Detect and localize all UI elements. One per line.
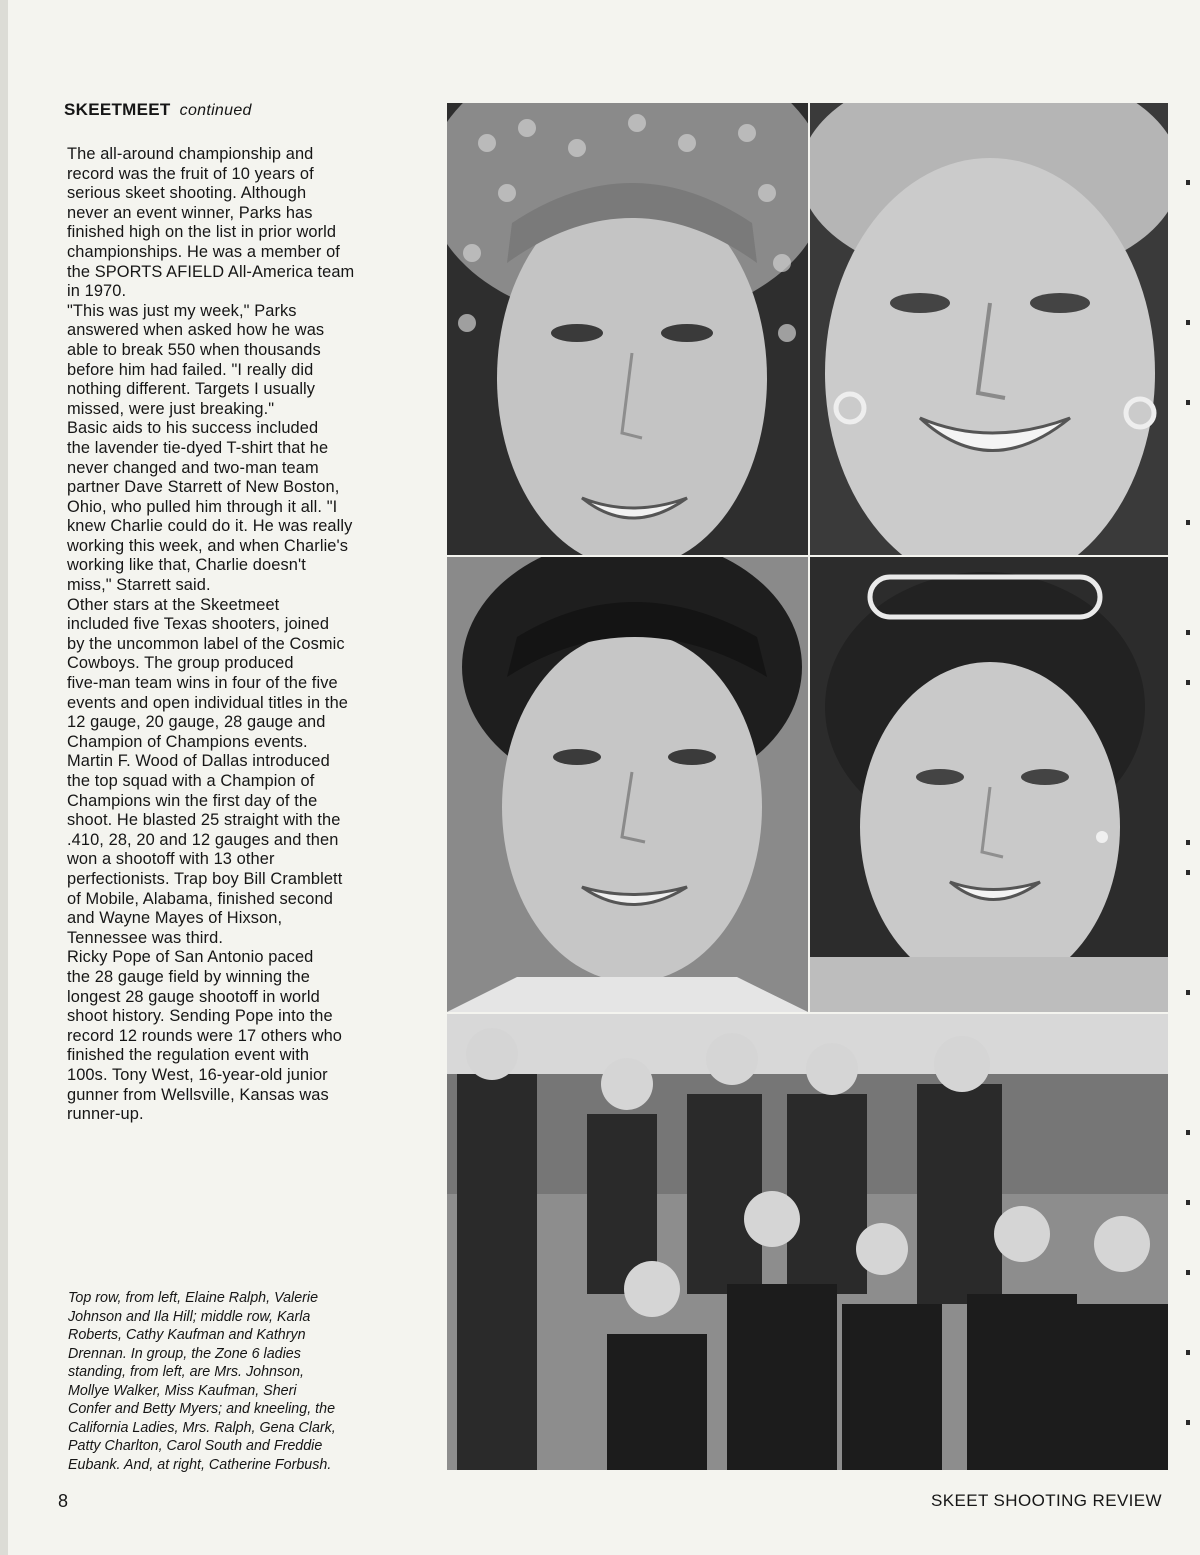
section-kicker: SKEETMEET: [64, 100, 171, 119]
photo-caption: Top row, from left, Elaine Ralph, Valerie Johnson and Ila Hill; middle row, Karla Roberts, Cathy Kaufman and Kathryn Drennan. In group, the Zone 6 ladies standing, from left, are Mrs. Johnson, Mollye Walker, Miss Kaufman, Sheri Confer and Betty Myers; and kneeling, the California Ladies, Mrs. Ralph, Gena Clark, Patty Charlton, Carol South and Freddie Eubank. And, at right, Catherine Forbush.: [68, 1290, 336, 1473]
continued-label: continued: [179, 102, 252, 119]
page-number: 8: [58, 1491, 69, 1511]
portrait-photo-1: [447, 103, 808, 555]
group-photo: [447, 1014, 1168, 1470]
publication-title: SKEET SHOOTING REVIEW: [930, 1491, 1162, 1510]
page-edge: [0, 0, 8, 1555]
portrait-photo-2: [810, 103, 1168, 555]
portrait-photo-3: [447, 557, 808, 1012]
article-body: The all-around championship and record was the fruit of 10 years of serious skeet shooting. Although never an event winner, Parks has finished high on the list in prior world championships. He was a member of the SPORTS AFIELD All-America team in 1970. "This was just my week," Parks answered when asked how he was able to break 550 when thousands before him had failed. "I really did nothing different. Targets I usually missed, were just breaking." Basic aids to his success included the lavender tie-dyed T-shirt that he never changed and two-man team partner Dave Starrett of New Boston, Ohio, who pulled him through it all. "I knew Charlie could do it. He was really working this week, and when Charlie's working like that, Charlie doesn't miss," Starrett said. Other stars at the Skeetmeet included five Texas shooters, joined by the uncommon label of the Cosmic Cowboys. The group produced five-man team wins in four of the five events and open individual titles in the 12 gauge, 20 gauge, 28 gauge and Champion of Champions events. Martin F. Wood of Dallas introduced the top squad with a Champion of Champions win the first day of the shoot. He blasted 25 straight with the .410, 28, 20 and 12 gauges and then won a shootoff with 13 other perfectionists. Trap boy Bill Cramblett of Mobile, Alabama, finished second and Wayne Mayes of Hixson, Tennessee was third. Ricky Pope of San Antonio paced the 28 gauge field by winning the longest 28 gauge shootoff in world shoot history. Sending Pope into the record 12 rounds were 17 others who finished the regulation event with 100s. Tony West, 16-year-old junior gunner from Wellsville, Kansas was runner-up.: [67, 145, 355, 1124]
section-header: [64, 100, 252, 120]
portrait-photo-4: [810, 557, 1168, 1012]
edge-marks: [1186, 150, 1194, 1450]
